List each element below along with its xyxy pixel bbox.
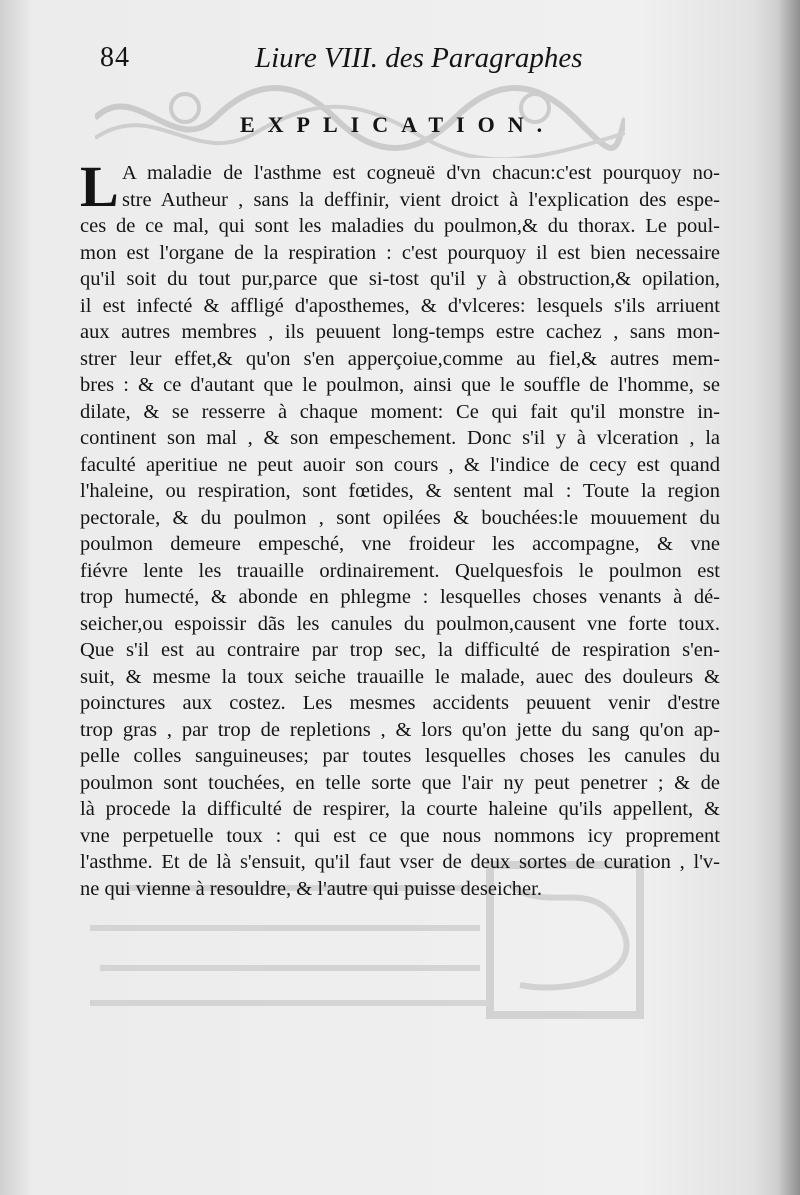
text-line: stre Autheur , sans la deffinir, vient droict à l'explication des espe- <box>122 188 720 211</box>
text-line: ne qui vienne à resouldre, & l'autre qui puisse deseicher. <box>80 877 542 900</box>
page-header <box>100 42 620 82</box>
text-line: trop humecté, & abonde en phlegme : lesquelles choses venants à dé- <box>80 586 720 608</box>
text-line: l'asthme. Et de là s'ensuit, qu'il faut vser de deux sortes de curation , l'v- <box>80 851 720 873</box>
text-line: poinctures aux costez. Les mesmes accidents peuuent venir d'estre <box>80 692 720 714</box>
text-line: mon est l'organe de la respiration : c'est pourquoy il est bien necessaire <box>80 241 720 264</box>
text-line: ces de ce mal, qui sont les maladies du poulmon,& du thorax. Le poul- <box>80 215 720 237</box>
text-line: faculté aperitiue ne peut auoir son cours , & l'indice de cecy est quand <box>80 453 720 476</box>
text-line: dilate, & se resserre à chaque moment: Ce qui fait qu'il monstre in- <box>80 400 720 423</box>
text-line: pectorale, & du poulmon , sont opilées & bouchées:le mouuement du <box>80 506 720 529</box>
text-line: trop gras , par trop de repletions , & lors qu'on jette du sang qu'on ap- <box>80 718 720 741</box>
page-number: 84 <box>100 42 130 73</box>
text-line: il est infecté & affligé d'aposthemes, & d'vlceres: lesquels s'ils arriuent <box>80 294 720 317</box>
text-line: aux autres membres , ils peuuent long-temps estre cachez , sans mon- <box>80 321 720 343</box>
text-line: Que s'il est au contraire par trop sec, la difficulté de respiration s'en- <box>80 639 720 661</box>
body-text <box>80 154 720 902</box>
page-edge-shadow <box>778 0 800 1195</box>
running-head: Liure VIII. des Paragraphes <box>255 42 583 74</box>
text-line: là procede la difficulté de respirer, la courte haleine qu'ils appellent, & <box>80 798 720 820</box>
text-line: suit, & mesme la toux seiche trauaille le malade, auec des douleurs & <box>80 665 720 688</box>
text-line: poulmon sont touchées, en telle sorte que l'air ny peut penetrer ; & de <box>80 771 720 794</box>
text-line: strer leur effet,& qu'on s'en apperçoiue,comme au fiel,& autres mem- <box>80 347 720 370</box>
text-line: vne perpetuelle toux : qui est ce que nous nommons icy proprement <box>80 824 720 847</box>
text-line: poulmon demeure empesché, vne froideur les accompagne, & vne <box>80 533 720 555</box>
drop-cap-box <box>80 154 120 219</box>
text-line: bres : & ce d'autant que le poulmon, ainsi que le souffle de l'homme, se <box>80 374 720 396</box>
text-line: seicher,ou espoissir dãs les canules du poulmon,causent vne forte toux. <box>80 612 720 635</box>
text-line: continent son mal , & son empeschement. Donc s'il y à vlceration , la <box>80 427 720 449</box>
text-line: A maladie de l'asthme est cogneuë d'vn chacun:c'est pourquoy no- <box>122 162 720 184</box>
text-line: pelle colles sanguineuses; par toutes lesquelles choses les canules du <box>80 745 720 767</box>
text-line: l'haleine, ou respiration, sont fœtides, & sentent mal : Toute la region <box>80 480 720 502</box>
drop-cap: L <box>80 154 119 219</box>
section-title: EXPLICATION. <box>240 112 556 137</box>
text-line: qu'il soit du tout pur,parce que si-tost qu'il y à obstruction,& opilation, <box>80 268 720 290</box>
text-line: fiévre lente les trauaille ordinairement. Quelquesfois le poulmon est <box>80 559 720 582</box>
